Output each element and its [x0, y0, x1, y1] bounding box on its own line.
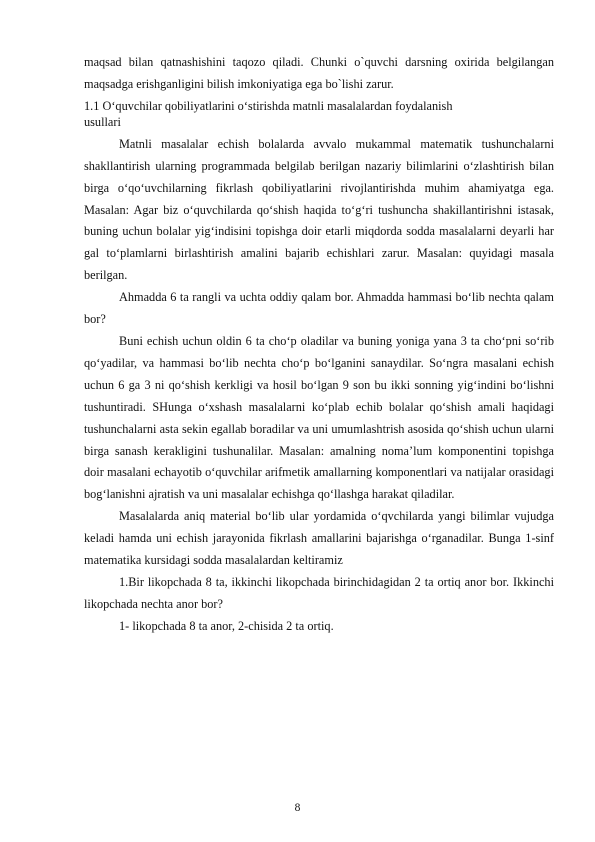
paragraph-solution-explanation: Buni echish uchun oldin 6 ta cho‘p oladilar va buning yoniga yana 3 ta cho‘pni so‘rib qo‘yadilar, va hammasi bo‘lib nechta cho‘p bo‘lganini sanaydilar. So‘ngra masalani echish uchun 6 ga 3 ni qo‘shish kerkligi va hosil bo‘lgan 9 son bu ikki sonning yig‘indini bo‘lishni tushuntiradi. SHunga o‘xshash masalalarni ko‘plab echib bolalar qo‘shish amali haqidagi tushunchalarni asta sekin egallab boradilar va uni umumlashtrish asosida qo‘shish uchun ularni birga sanash kerakligini tushunalilar. Masalan: amalning noma’lum komponentini topishga doir masalani echayotib o‘quvchilar arifmetik amallarning komponentlari va natijalar orasidagi bog‘lanishni ajratish va uni masalalar echishga qo‘llashga harakat qiladilar.	[84, 333, 554, 502]
section-heading: 1.1 O‘quvchilar qobiliyatlarini o‘stirishda matnli masalalardan foydalanish usullari	[84, 98, 453, 130]
page-body	[84, 52, 554, 638]
intro-paragraph: maqsad bilan qatnashishini taqozo qiladi. Chunki o`quvchi darsning oxirida belgilangan maqsadga erishganligini bilish imkoniyatiga ega bo`lishi zarur.	[84, 55, 554, 91]
paragraph-matnli-masalalar: Matnli masalalar echish bolalarda avvalo mukammal matematik tushunchalarni shakllantirish ularning programmada belgilab berilgan nazariy bilimlarini o‘zlashtirish bilan birga o‘qo‘uvchilarning fikrlash qobiliyatlarini rivojlantirishda muhim ahamiyatga ega. Masalan: Agar biz o‘quvchilarda qo‘shish haqida to‘g‘ri tushuncha shakillantirishni istasak, buning uchun bolalar yig‘indisini topishga doir etarli miqdorda sodda masalalarni deyarli har gal to‘plamlarni birlashtirish amalini bajarib echishlari zarur. Masalan: quyidagi masala berilgan.	[84, 136, 554, 283]
paragraph-masalalarda-aniq-material: Masalalarda aniq material bo‘lib ular yordamida o‘qvchilarda yangi bilimlar vujudga keladi hamda uni echish jarayonida fikrlash amallarini bajarishga o‘rganadilar. Bunga 1-sinf matematika kursidagi sodda masalalardan keltiramiz	[84, 509, 554, 568]
page-number: 8	[294, 802, 301, 814]
paragraph-ahmad-problem: Ahmadda 6 ta rangli va uchta oddiy qalam bor. Ahmadda hammasi bo‘lib nechta qalam bor?	[84, 290, 554, 327]
paragraph-likopcha-problem: 1.Bir likopchada 8 ta, ikkinchi likopchada birinchidagidan 2 ta ortiq anor bor. Ikkinchi likopchada nechta anor bor?	[84, 574, 554, 611]
paragraph-likopcha-note: 1- likopchada 8 ta anor, 2-chisida 2 ta ortiq.	[119, 618, 334, 633]
